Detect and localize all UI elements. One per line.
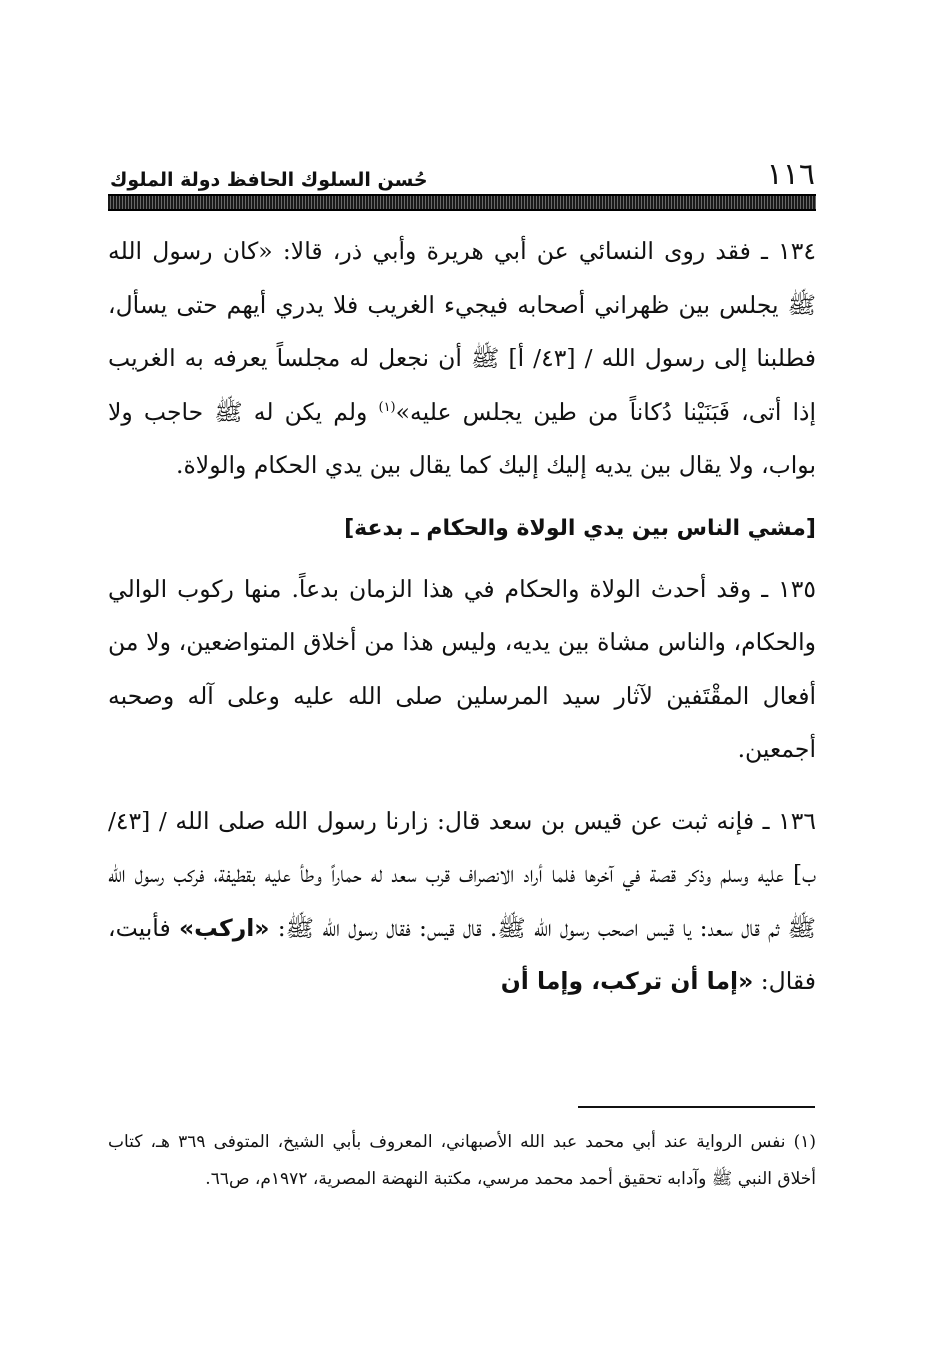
paragraph-135: ١٣٥ ـ وقد أحدث الولاة والحكام في هذا الزمان بدعاً. منها ركوب الوالي والحكام، والناس مشاة بين يديه، وليس هذا من أخلاق المتواضعين، ولا من أفعال المقْتَفين لآثار سيد المرسلين صلى الله عليه وعلى آله وصحبه أجمعين. xyxy=(108,574,816,763)
paragraph-136 xyxy=(108,795,816,1009)
paragraph-134 xyxy=(108,225,816,493)
paragraph-134-continuation: ولم يكن له ﷺ حاجب ولا بواب، ولا يقال بين يديه إليك إليك كما يقال بين يدي الحكام والولاة. xyxy=(108,397,816,479)
section-heading: [مشي الناس بين يدي الولاة والحكام ـ بدعة] xyxy=(344,515,816,541)
paragraph-136-text: ١٣٦ ـ فإنه ثبت عن قيس بن سعد قال: زارنا رسول الله صلى الله / [٤٣/ ب] عليه وسلم وذكر قصة في آخرها فلما أراد الانصراف قرب سعد له حماراً وطأ عليه بقطيفة، فركب رسول الله ﷺ ثم قال سعد: يا قيس اصحب رسول الله ﷺ. قال قيس: فقال رسول الله ﷺ: xyxy=(108,806,817,942)
footnote-reference: (١) xyxy=(378,399,396,415)
page-number: ١١٦ xyxy=(766,157,815,192)
page-header xyxy=(110,145,815,190)
running-title: حُسن السلوك الحافظ دولة الملوك xyxy=(110,169,428,191)
paragraph-136-quote-2: «إما أن تركب، وإما أن xyxy=(500,967,754,995)
header-rule xyxy=(108,194,816,211)
page-body xyxy=(108,225,816,1009)
footnote-divider xyxy=(578,1106,815,1108)
paragraph-136-middle: فأبيت، فقال: xyxy=(108,913,816,995)
paragraph-136-quote-1: «اركب» xyxy=(178,913,270,942)
paragraph-134-text: ١٣٤ ـ فقد روى النسائي عن أبي هريرة وأبي ذر، قالا: «كان رسول الله ﷺ يجلس بين ظهراني أصحابه فيجيء الغريب فلا يدري أيهم حتى يسأل، فطلبنا إلى رسول الله / [٤٣/ أ] ﷺ أن نجعل له مجلساً يعرفه به الغريب إذا أتى، فَبَنَيْنا دُكاناً من طين يجلس عليه» xyxy=(108,237,816,426)
footnote-1: (١) نفس الرواية عند أبي محمد عبد الله الأصبهاني، المعروف بأبي الشيخ، المتوفى ٣٦٩ هـ، كتاب أخلاق النبي ﷺ وآدابه تحقيق أحمد محمد مرسي، مكتبة النهضة المصرية، ١٩٧٢م، ص٦٦. xyxy=(108,1132,816,1189)
